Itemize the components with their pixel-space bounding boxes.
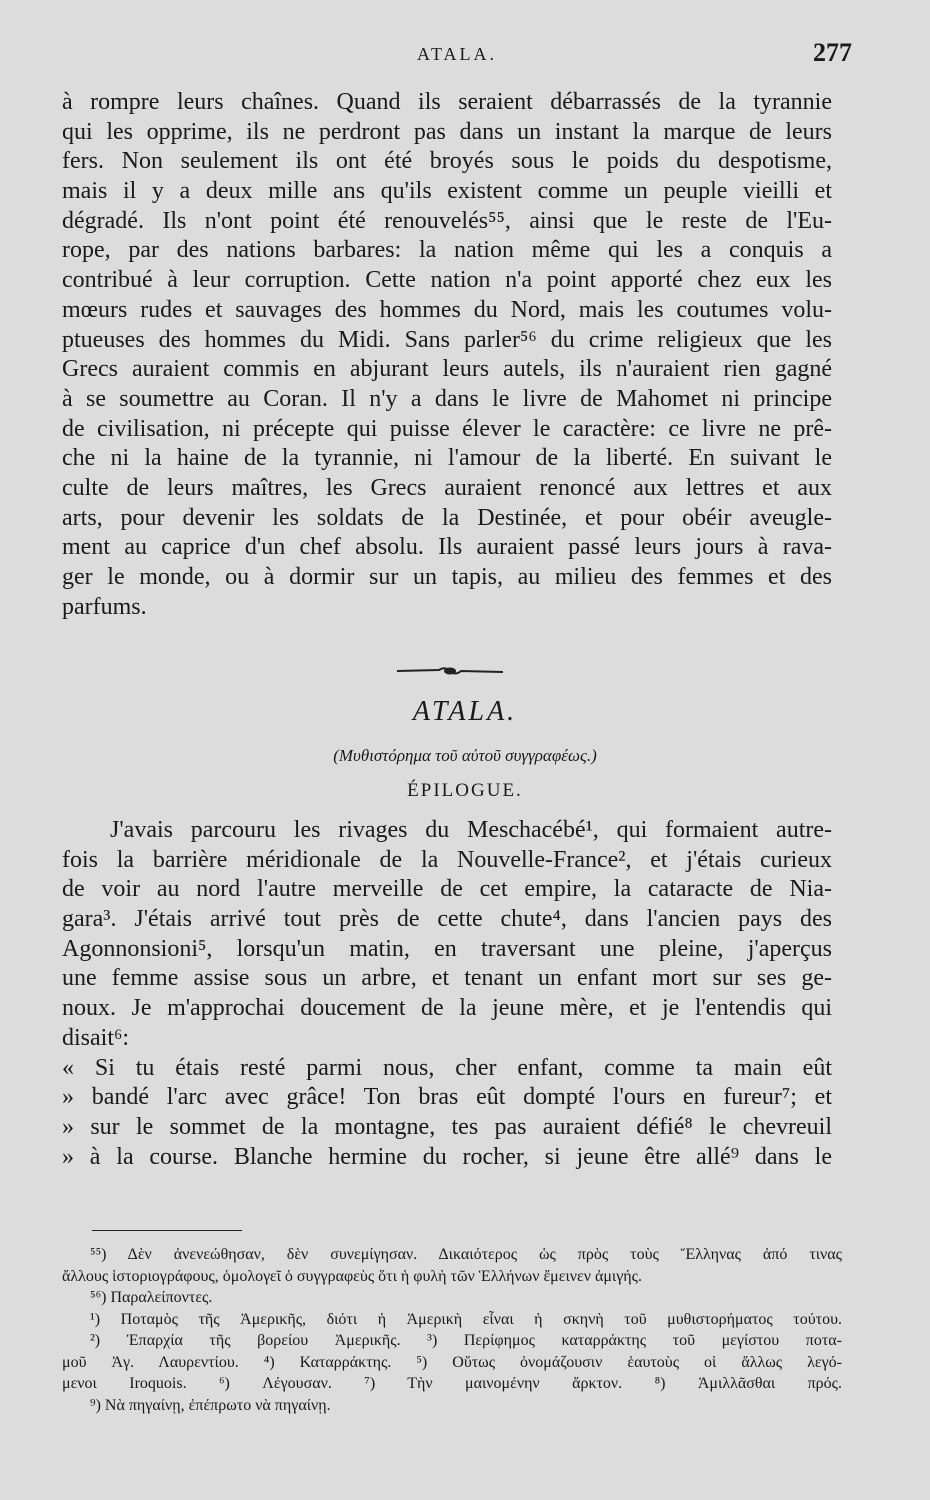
footnote-line: ⁵⁵) Δὲν ἀνενεώθησαν, δὲν συνεμίγησαν. Δικαιότερος ὡς πρὸς τοὺς Ἕλληνας ἀπό τινας [90, 1246, 842, 1263]
epilogue-heading: ÉPILOGUE. [407, 780, 523, 801]
footnote-line: ¹) Ποταμὸς τῆς Ἀμερικῆς, διότι ἡ Ἀμερικὴ εἶναι ἡ σκηνὴ τοῦ μυθιστορήματος τούτου. [90, 1310, 842, 1328]
footnote-line: ²) Ἐπαρχία τῆς βορείου Ἀμερικῆς. ³) Περίφημος καταρράκτης τοῦ μεγίστου ποτα- [90, 1332, 842, 1349]
text-line: de voir au nord l'autre merveille de cet empire, la cataracte de Nia- [62, 876, 832, 903]
page-number: 277 [813, 38, 852, 67]
footnote-line: ἄλλους ἱστοριογράφους, ὁμολογεῖ ὁ συγγραφεὺς ὅτι ἡ φυλὴ τῶν Ἑλλήνων ἔμεινεν ἀμιγής. [62, 1267, 642, 1285]
text-line: une femme assise sous un arbre, et tenant un enfant mort sur ses ge- [62, 965, 832, 992]
ornamental-divider [395, 664, 505, 678]
body-text [62, 88, 832, 622]
text-line: parfums. [62, 593, 147, 620]
text-line: dégradé. Ils n'ont point été renouvelés⁵⁵, ainsi que le reste de l'Eu- [62, 207, 832, 234]
text-line: arts, pour devenir les soldats de la Destinée, et pour obéir aveugle- [62, 504, 832, 531]
text-line: à se soumettre au Coran. Il n'y a dans le livre de Mahomet ni principe [62, 385, 832, 412]
quote-line: » sur le sommet de la montagne, tes pas auraient défié⁸ le chevreuil [62, 1113, 832, 1140]
text-line: ptueuses des hommes du Midi. Sans parler⁵⁶ du crime religieux que les [62, 326, 832, 353]
text-line: fers. Non seulement ils ont été broyés sous le poids du despotisme, [62, 148, 832, 175]
quote-line: » bandé l'arc avec grâce! Ton bras eût dompté l'ours en fureur⁷; et [62, 1084, 832, 1111]
text-line: che ni la haine de la tyrannie, ni l'amour de la liberté. En suivant le [62, 445, 832, 472]
footnote-line: μενοι Iroquois. ⁶) Λέγουσαν. ⁷) Τὴν μαινομένην ἄρκτον. ⁸) Ἁμιλλᾶσθαι πρός. [62, 1375, 842, 1392]
text-line: ger le monde, ou à dormir sur un tapis, au milieu des femmes et des [62, 564, 832, 590]
section-title: ATALA. [412, 696, 518, 727]
text-line: Grecs auraient commis en abjurant leurs autels, ils n'auraient rien gagné [62, 356, 832, 383]
text-line: disait⁶: [62, 1024, 130, 1051]
text-line: contribué à leur corruption. Cette nation n'a point apporté chez eux les [62, 267, 832, 294]
footnote-line: ⁹) Νὰ πηγαίνῃ, ἐπέπρωτο νὰ πηγαίνῃ. [90, 1396, 331, 1414]
text-line: fois la barrière méridionale de la Nouvelle-France², et j'étais curieux [62, 846, 832, 873]
text-line: mais il y a deux mille ans qu'ils existent comme un peuple vieilli et [62, 178, 832, 205]
text-line: de civilisation, ni précepte qui puisse élever le caractère: ce livre ne prê- [62, 415, 832, 442]
text-line: culte de leurs maîtres, les Grecs auraient renoncé aux lettres et aux [62, 474, 832, 501]
text-line: Agonnonsioni⁵, lorsqu'un matin, en traversant une pleine, j'aperçus [62, 935, 832, 962]
text-line: gara³. J'étais arrivé tout près de cette chute⁴, dans l'ancien pays des [62, 906, 832, 933]
divider-ornament-icon [395, 664, 505, 678]
footnotes [62, 1244, 842, 1416]
text-line: qui les opprime, ils ne perdront pas dans un instant la marque de leurs [62, 118, 832, 145]
text-line: noux. Je m'approchai doucement de la jeune mère, et je l'entendis qui [62, 995, 832, 1022]
text-line: ment au caprice d'un chef absolu. Ils auraient passé leurs jours à rava- [62, 534, 832, 561]
footnote-line: μοῦ Ἀγ. Λαυρεντίου. ⁴) Καταρράκτης. ⁵) Οὕτως ὀνομάζουσιν ἑαυτοὺς οἱ ἄλλως λεγό- [62, 1353, 842, 1371]
text-line: mœurs rudes et sauvages des hommes du Nord, mais les coutumes volu- [62, 296, 832, 323]
quote-line: « Si tu étais resté parmi nous, cher enfant, comme ta main eût [62, 1054, 832, 1081]
running-title: ATALA. [416, 44, 498, 64]
text-line: rope, par des nations barbares: la nation même qui les a conquis a [62, 237, 832, 264]
text-line: à rompre leurs chaînes. Quand ils seraient débarrassés de la tyrannie [62, 89, 832, 115]
page-header [62, 38, 852, 78]
footnote-line: ⁵⁶) Παραλείποντες. [90, 1289, 213, 1306]
footnote-rule [92, 1230, 242, 1231]
epilogue-text [62, 816, 832, 1172]
quote-line: » à la course. Blanche hermine du rocher, si jeune être allé⁹ dans le [62, 1143, 832, 1170]
section-subtitle: (Μυθιστόρημα τοῦ αὐτοῦ συγγραφέως.) [333, 746, 597, 765]
text-line: J'avais parcouru les rivages du Meschacébé¹, qui formaient autre- [110, 817, 832, 843]
